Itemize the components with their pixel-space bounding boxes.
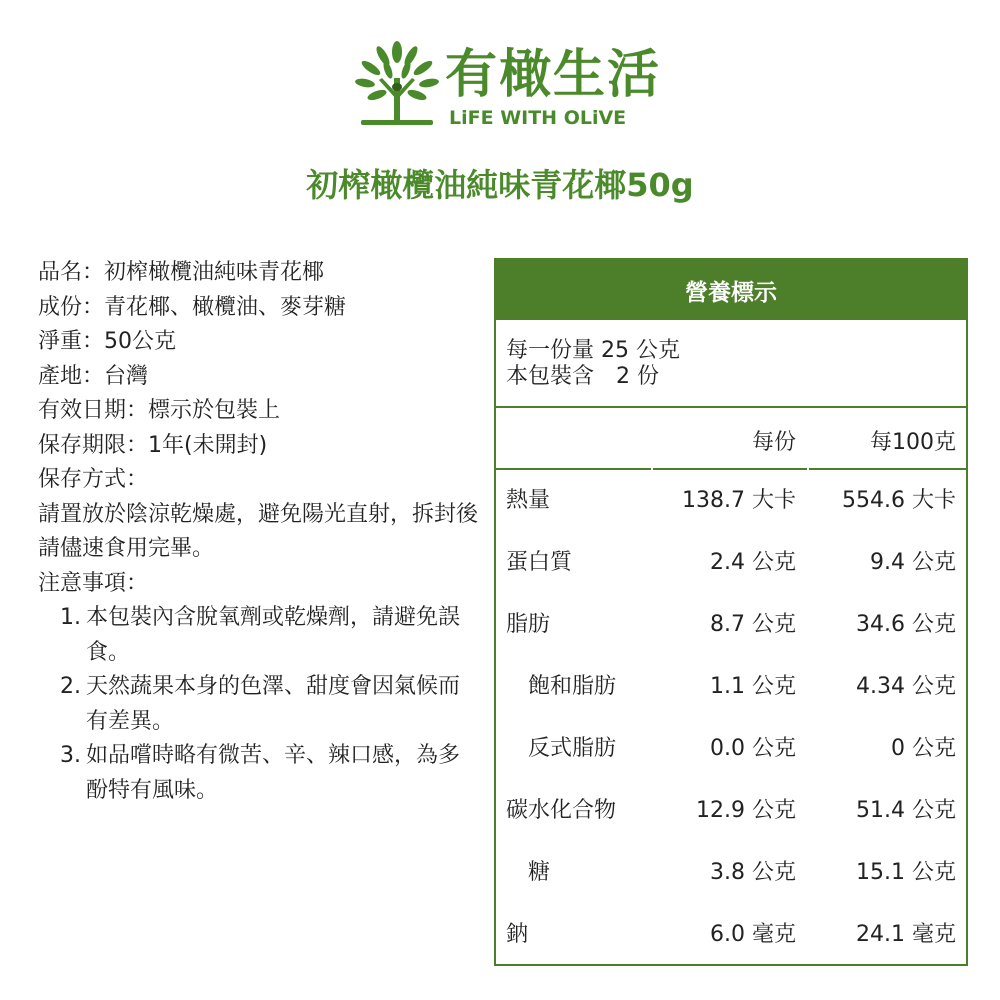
per-serving-value: 12.9 公克 [696,798,796,823]
nutrition-row [496,718,966,780]
info-shelf-life: 保存期限：1年(未開封) [38,432,268,458]
product-info [38,256,478,808]
nutrition-row [496,470,966,532]
nutrient-label: 飽和脂肪 [528,674,617,699]
per-serving-value: 0.0 公克 [710,736,796,761]
per-serving-value: 2.4 公克 [710,550,796,575]
per-100g-value: 0 公克 [891,736,956,761]
info-storage-label: 保存方式： [38,467,149,492]
per-100g-value: 4.34 公克 [856,674,956,699]
brand-logo [355,40,662,135]
info-origin: 產地：台灣 [38,363,149,389]
info-expiry: 有效日期：標示於包裝上 [38,398,281,423]
note-number: 2. [60,674,81,699]
nutrient-label: 蛋白質 [506,550,573,575]
note-item [38,601,478,670]
nutrition-row [496,594,966,656]
per-serving-value: 138.7 大卡 [682,488,796,513]
per-serving-value: 1.1 公克 [710,674,796,699]
nutrient-label: 鈉 [506,922,529,947]
per-100g-value: 15.1 公克 [856,860,956,885]
note-text: 本包裝內含脫氧劑或乾燥劑，請避免誤食。 [86,605,461,665]
olive-tree-icon [355,40,439,135]
notes-list [38,601,478,808]
note-text: 如品嚐時略有微苦、辛、辣口感，為多酚特有風味。 [86,743,461,803]
per-serving-value: 6.0 毫克 [710,922,796,947]
nutrition-row [496,656,966,718]
product-title: 初榨橄欖油純味青花椰50g [306,166,694,204]
per-100g-value: 34.6 公克 [856,612,956,637]
per-serving-value: 8.7 公克 [710,612,796,637]
note-item [38,739,478,808]
note-number: 1. [60,605,81,630]
note-number: 3. [60,743,81,768]
nutrition-table [494,258,968,966]
column-header-row [496,408,966,470]
per-serving-value: 3.8 公克 [710,860,796,885]
nutrient-label: 碳水化合物 [506,798,617,823]
per-100g-value: 24.1 毫克 [856,922,956,947]
nutrient-label: 脂肪 [506,612,551,637]
serving-size: 每一份量 25 公克 [506,338,680,363]
nutrient-label: 糖 [528,860,551,885]
info-name: 品名：初榨橄欖油純味青花椰 [38,260,325,285]
info-notes-label: 注意事項： [38,570,149,596]
nutrient-label: 熱量 [506,488,551,513]
servings-per-pack: 本包裝含 2 份 [506,364,659,389]
note-text: 天然蔬果本身的色澤、甜度會因氣候而有差異。 [86,674,461,734]
info-ingredients: 成份：青花椰、橄欖油、麥芽糖 [38,294,347,320]
per-100g-value: 51.4 公克 [856,798,956,823]
per-100g-value: 9.4 公克 [870,550,956,575]
nutrition-row [496,532,966,594]
column-per-serving: 每份 [751,430,796,455]
nutrient-label: 反式脂肪 [528,736,617,761]
brand-tagline: LiFE WITH OLiVE [449,107,627,129]
nutrition-row [496,904,966,966]
per-100g-value: 554.6 大卡 [842,488,956,513]
note-item [38,670,478,739]
info-storage-text: 請置放於陰涼乾燥處，避免陽光直射，拆封後請儘速食用完畢。 [38,501,479,561]
nutrition-row [496,842,966,904]
nutrition-header: 營養標示 [496,260,966,320]
info-net-weight: 淨重：50公克 [38,329,176,354]
nutrition-row [496,780,966,842]
serving-info [496,320,966,408]
brand-name: 有橄生活 [445,45,662,105]
column-per-100g: 每100克 [870,430,956,455]
